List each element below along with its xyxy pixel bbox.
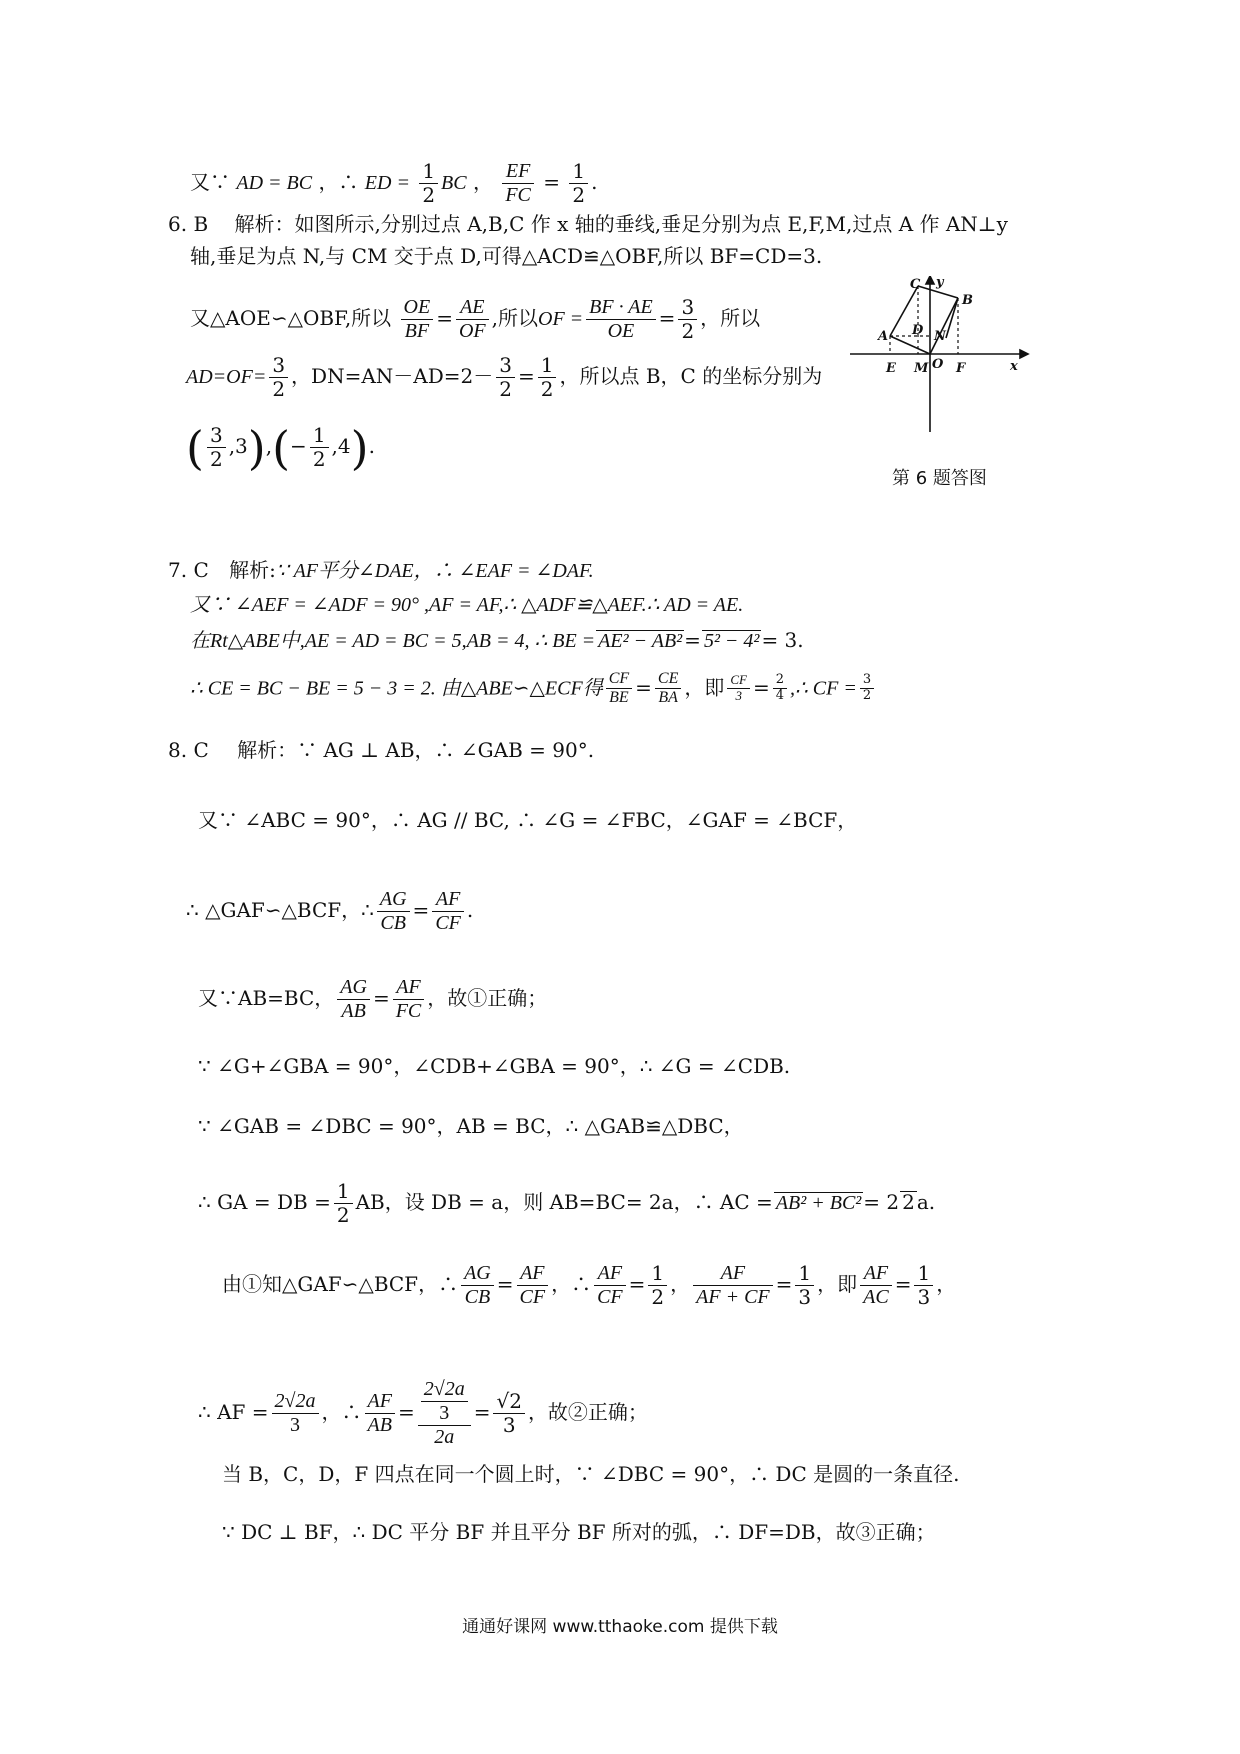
fraction: $\frac{1}{2}$ — [334, 1180, 353, 1227]
solution-line-1 — [190, 160, 597, 207]
q8-line-11 — [222, 1522, 936, 1542]
fraction: $\frac{1}{2}$ — [419, 160, 438, 207]
text: 在Rt△ABE中,AE = AD = BC = 5,AB = 4, ∴ BE = — [190, 630, 596, 652]
fraction: $\frac{1}{3}$ — [914, 1262, 933, 1309]
math: BC — [441, 172, 467, 194]
q8-line-6 — [198, 1116, 744, 1136]
text: 又∵ ∠AEF = ∠ADF = 90° ,AF = AF,∴ △ADF≌△AEF.∴ AD = AE. — [190, 594, 744, 616]
fraction: $\frac{2}{4}$ — [773, 673, 787, 704]
text: 又∵ ∠ABC = 90°，∴ AG // BC, ∴ ∠G = ∠FBC，∠GAF = ∠BCF， — [198, 808, 858, 832]
q8-line-10 — [222, 1464, 959, 1484]
label-f: F — [956, 361, 966, 376]
q8-line-1 — [168, 740, 594, 760]
segment-ob — [930, 298, 958, 354]
text: ∵ AG ⊥ AB，∴ ∠GAB = 90°. — [297, 738, 595, 762]
label: 解析： — [237, 738, 298, 762]
compound-fraction: $\frac{\frac{2√2a}{3}}{2a}$ — [418, 1378, 471, 1449]
question-number: 7. C — [168, 558, 209, 582]
text: ∴ △GAF∽△BCF，∴ — [186, 898, 374, 922]
fraction: $\frac{AF}{CF}$ — [594, 1262, 626, 1309]
text: 又∵ — [190, 170, 230, 194]
text: ，DN=AN－AD=2－ — [291, 364, 494, 388]
text: ，∴ — [318, 170, 359, 194]
fraction: $\frac{3}{2}$ — [269, 354, 288, 401]
coordinate-figure — [850, 276, 1030, 432]
label: 解析： — [234, 212, 295, 236]
fraction: $\frac{AF}{FC}$ — [393, 976, 425, 1023]
label-e: E — [886, 361, 896, 376]
figure-caption: 第 6 题答图 — [892, 468, 987, 489]
q6-line-5: ( $\frac{3}{2}$ ,3),(− $\frac{1}{2}$ ,4). — [186, 420, 375, 475]
label: 解析: — [229, 558, 276, 582]
text: ，所以点 B，C 的坐标分别为 — [559, 364, 823, 388]
q6-line-1 — [168, 214, 1008, 234]
text: ，所以 — [700, 306, 761, 330]
footer-watermark: 通通好课网 www.tthaoke.com 提供下载 — [462, 1617, 778, 1637]
fraction: $\frac{AF}{AF + CF}$ — [693, 1262, 773, 1309]
y-axis-arrow — [926, 276, 934, 284]
fraction: $\frac{1}{2}$ — [538, 354, 557, 401]
q8-line-4: 又∵AB=BC， $\frac{AG}{AB}$ = $\frac{AF}{FC}$ ，故①正确； — [198, 976, 548, 1022]
text: . — [591, 170, 598, 194]
label-x: x — [1010, 359, 1018, 374]
x-axis-arrow — [1020, 350, 1028, 358]
text: AD=OF= — [186, 366, 267, 388]
text: ,所以 — [491, 306, 538, 330]
fraction: $\frac{CF}{3}$ — [727, 673, 750, 704]
fraction: $\frac{CF}{BE}$ — [606, 670, 632, 708]
label-o: O — [932, 357, 944, 372]
label-c: C — [910, 277, 921, 292]
question-number: 6. B — [168, 212, 209, 236]
q8-line-3: ∴ △GAF∽△BCF，∴ $\frac{AG}{CB}$ = $\frac{AF}{CF}$ . — [186, 888, 474, 934]
fraction: $\frac{AE}{OF}$ — [456, 296, 489, 343]
fraction: $\frac{CE}{BA}$ — [655, 670, 681, 708]
fraction: $\frac{AG}{CB}$ — [461, 1262, 494, 1309]
text: ∴ GA = DB = — [198, 1190, 331, 1214]
label-m: M — [914, 361, 929, 376]
fraction: $\frac{1}{2}$ — [648, 1262, 667, 1309]
text: ∴ CE = BC − BE = 5 − 3 = 2. 由△ABE∽△ECF得 — [190, 677, 603, 700]
text: 由①知△GAF∽△BCF，∴ — [222, 1272, 459, 1296]
sqrt: 2 — [902, 1190, 915, 1214]
fraction: $\frac{AG}{CB}$ — [377, 888, 410, 935]
sqrt: 5² − 4² — [703, 630, 760, 652]
fraction: $\frac{2√2a}{3}$ — [272, 1390, 319, 1437]
text: ∵ ∠GAB = ∠DBC = 90°，AB = BC，∴ △GAB≌△DBC， — [198, 1114, 744, 1138]
fraction: $\frac{3}{2}$ — [678, 296, 697, 343]
fraction: $\frac{AF}{AB}$ — [365, 1390, 395, 1437]
q8-line-7: ∴ GA = DB = $\frac{1}{2}$ AB，设 DB = a，则 AB=BC= 2a，∴ AC = AB² + BC² = 2 2 a. — [198, 1179, 936, 1227]
text: 当 B，C，D，F 四点在同一个圆上时，∵ ∠DBC = 90°，∴ DC 是圆的一条直径. — [222, 1462, 960, 1486]
text: 又∵AB=BC， — [198, 986, 335, 1010]
label-n: N — [934, 329, 946, 344]
fraction: $\frac{AG}{AB}$ — [337, 976, 370, 1023]
fraction: $\frac{1}{2}$ — [310, 424, 329, 471]
label-b: B — [962, 293, 973, 308]
text: ∴ AF = — [198, 1400, 269, 1424]
q6-line-4: AD=OF= $\frac{3}{2}$ ，DN=AN－AD=2－ $\frac{3}{2}$ = $\frac{1}{2}$ ，所以点 B，C 的坐标分别为 — [186, 353, 823, 401]
label-d: D — [912, 323, 924, 338]
text: ， — [472, 170, 493, 194]
sqrt: AE² − AB² — [598, 630, 683, 652]
fraction: $\frac{AF}{AC}$ — [860, 1262, 892, 1309]
q8-line-2 — [198, 810, 857, 830]
fraction: $\frac{AF}{CF}$ — [517, 1262, 549, 1309]
text: 又△AOE∽△OBF,所以 — [190, 306, 392, 330]
q8-line-5 — [198, 1056, 790, 1076]
fraction: $\frac{3}{2}$ — [860, 673, 874, 704]
text: ∵ AF平分∠DAE，∴ ∠EAF = ∠DAF. — [275, 560, 594, 582]
q7-line-4: ∴ CE = BC − BE = 5 − 3 = 2. 由△ABE∽△ECF得 $\frac{CF}{BE}$ = $\frac{CE}{BA}$ ，即 $\frac{CF}{3}$ = $\frac{2}{4}$ ,∴ CF = $\frac{3}{2}$ — [190, 670, 877, 708]
math: ED = — [364, 172, 410, 194]
fraction: $\frac{BF \cdot AE}{OE}$ — [586, 296, 656, 343]
sqrt: AB² + BC² — [775, 1192, 862, 1214]
fraction: $\frac{1}{3}$ — [795, 1262, 814, 1309]
text: ∵ DC ⊥ BF，∴ DC 平分 BF 并且平分 BF 所对的弧，∴ DF=DB，故③正确； — [222, 1520, 936, 1544]
q6-line-3: 又△AOE∽△OBF,所以 $\frac{OE}{BF}$ = $\frac{AE}{OF}$ ,所以OF = $\frac{BF \cdot AE}{OE}$ = $\frac{3}{2}$ ，所以 — [190, 295, 761, 343]
q8-line-9: ∴ AF = $\frac{2√2a}{3}$ ，∴ $\frac{AF}{AB}$ = $\frac{\frac{2√2a}{3}}{2a}$ = $\frac{√2}{3}$ ，故②正确； — [198, 1378, 648, 1448]
q6-line-2 — [190, 246, 822, 266]
text: 轴,垂足为点 N,与 CM 交于点 D,可得△ACD≌△OBF,所以 BF=CD=3. — [190, 244, 823, 268]
fraction: $\frac{AF}{CF}$ — [432, 888, 464, 935]
segment-ao — [890, 336, 930, 354]
fraction: $\frac{√2}{3}$ — [493, 1390, 524, 1437]
q7-line-2 — [190, 594, 743, 615]
text: 如图所示,分别过点 A,B,C 作 x 轴的垂线,垂足分别为点 E,F,M,过点 A 作 AN⊥y — [294, 212, 1008, 236]
label-a: A — [878, 329, 889, 344]
fraction: $\frac{3}{2}$ — [496, 354, 515, 401]
math: AD = BC — [236, 172, 313, 194]
q8-line-8: 由①知△GAF∽△BCF，∴ $\frac{AG}{CB}$ = $\frac{AF}{CF}$ ，∴ $\frac{AF}{CF}$ = $\frac{1}{2}$ ， $\frac{AF}{AF + CF}$ = $\frac{1}{3}$ ，即 $\frac{AF}{AC}$ = $\frac{1}{3}$ ， — [222, 1261, 957, 1309]
question-number: 8. C — [168, 738, 209, 762]
text: ∵ ∠G+∠GBA = 90°，∠CDB+∠GBA = 90°，∴ ∠G = ∠CDB. — [198, 1054, 791, 1078]
fraction: $\frac{EF}{FC}$ — [502, 160, 534, 207]
q7-line-3: 在Rt△ABE中,AE = AD = BC = 5,AB = 4, ∴ BE = AE² − AB² = 5² − 4² = 3. — [190, 628, 804, 652]
label-y: y — [936, 276, 944, 290]
q7-line-1 — [168, 560, 594, 581]
fraction: $\frac{1}{2}$ — [569, 160, 588, 207]
fraction: $\frac{3}{2}$ — [207, 424, 226, 471]
math: = — [543, 170, 561, 194]
fraction: $\frac{OE}{BF}$ — [401, 296, 434, 343]
